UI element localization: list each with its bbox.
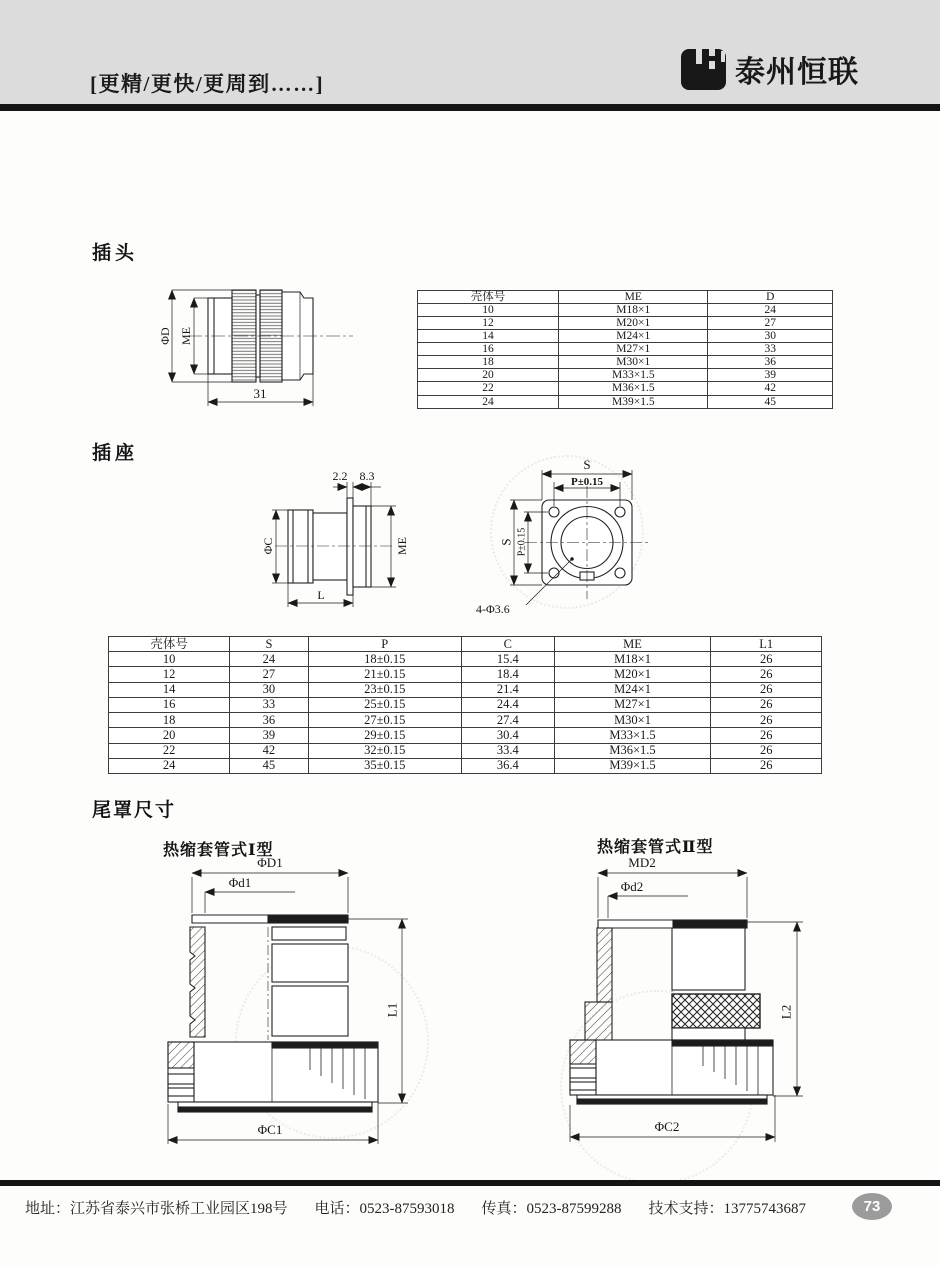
footer-divider <box>0 1180 940 1186</box>
company-logo <box>680 47 859 91</box>
table-cell: 26 <box>711 667 822 682</box>
table-cell: 14 <box>418 330 559 343</box>
dim-label-t2-dia-inner: Φd2 <box>620 879 644 894</box>
column-header: ME <box>554 637 711 652</box>
table-cell: 42 <box>230 743 308 758</box>
socket-front-drawing <box>462 446 712 628</box>
dim-label-plug-thread: ME <box>179 327 193 345</box>
table-cell: 25±0.15 <box>308 697 461 712</box>
socket-spec-table <box>108 636 822 774</box>
dim-label-t2-dia-base: ΦC2 <box>654 1119 680 1134</box>
table-cell: 26 <box>711 728 822 743</box>
table-row <box>109 697 822 712</box>
header-divider <box>0 104 940 111</box>
table-cell: 33 <box>708 343 833 356</box>
dim-label-t2-dia-outer: MD2 <box>628 855 656 870</box>
table-cell: 18±0.15 <box>308 652 461 667</box>
column-header: P <box>308 637 461 652</box>
table-row <box>418 395 833 408</box>
table-cell: M24×1 <box>554 682 711 697</box>
table-header-row <box>418 291 833 304</box>
table-cell: 30.4 <box>461 728 554 743</box>
table-cell: M18×1 <box>554 652 711 667</box>
page-header <box>0 0 940 104</box>
table-cell: 36 <box>230 713 308 728</box>
table-cell: 26 <box>711 652 822 667</box>
table-row <box>109 743 822 758</box>
table-row <box>418 343 833 356</box>
table-cell: 18 <box>109 713 230 728</box>
plug-spec-table <box>417 290 833 409</box>
table-cell: 16 <box>109 697 230 712</box>
table-cell: 30 <box>708 330 833 343</box>
footer-support: 技术支持：13775743687 <box>648 1201 807 1217</box>
table-cell: M30×1 <box>559 356 708 369</box>
column-header: ME <box>559 291 708 304</box>
table-cell: 39 <box>230 728 308 743</box>
table-cell: M27×1 <box>554 697 711 712</box>
brand-name: 泰州恒联 <box>735 56 859 89</box>
section-title-tail: 尾罩尺寸 <box>92 800 177 821</box>
table-cell: 24 <box>109 758 230 773</box>
table-cell: 39 <box>708 369 833 382</box>
table-cell: M36×1.5 <box>554 743 711 758</box>
dim-label-flange-p-top: P±0.15 <box>570 476 604 488</box>
company-slogan: [更精/更快/更周到……] <box>90 72 325 96</box>
table-cell: 27 <box>708 317 833 330</box>
tail-type1-drawing <box>150 852 450 1152</box>
table-cell: 29±0.15 <box>308 728 461 743</box>
table-cell: 26 <box>711 682 822 697</box>
table-cell: 32±0.15 <box>308 743 461 758</box>
table-row <box>109 682 822 697</box>
table-cell: 10 <box>109 652 230 667</box>
table-cell: M30×1 <box>554 713 711 728</box>
table-cell: 15.4 <box>461 652 554 667</box>
footer-address: 地址：江苏省泰兴市张桥工业园区198号 <box>25 1201 288 1217</box>
table-row <box>418 369 833 382</box>
dim-label-flange-s-top: S <box>583 457 591 472</box>
table-cell: M36×1.5 <box>559 382 708 395</box>
table-cell: 24 <box>708 304 833 317</box>
table-cell: 21±0.15 <box>308 667 461 682</box>
table-cell: M33×1.5 <box>559 369 708 382</box>
dim-label-socket-flange: 2.2 <box>332 469 348 483</box>
dim-label-flange-p-left: P±0.15 <box>516 527 528 557</box>
table-header-row <box>109 637 822 652</box>
column-header: 壳体号 <box>109 637 230 652</box>
table-row <box>109 728 822 743</box>
table-cell: 24.4 <box>461 697 554 712</box>
dim-label-t1-dia-base: ΦC1 <box>257 1122 283 1137</box>
table-cell: 12 <box>109 667 230 682</box>
table-cell: 26 <box>711 758 822 773</box>
table-cell: M18×1 <box>559 304 708 317</box>
column-header: 壳体号 <box>418 291 559 304</box>
page-number-badge: 73 <box>852 1193 892 1220</box>
table-cell: 20 <box>109 728 230 743</box>
table-cell: 16 <box>418 343 559 356</box>
tail-type1-label: 热缩套管式Ⅰ型 <box>163 842 274 859</box>
table-cell: 24 <box>230 652 308 667</box>
tail-type2-outline <box>570 920 773 1104</box>
table-cell: 12 <box>418 317 559 330</box>
table-row <box>109 713 822 728</box>
table-cell: 24 <box>418 395 559 408</box>
dim-label-plug-dia: ΦD <box>158 327 172 345</box>
dim-label-t1-dia-inner: Φd1 <box>228 875 252 890</box>
tail-type1-outline <box>168 915 378 1112</box>
dim-label-plug-length: 31 <box>253 386 267 401</box>
table-cell: 22 <box>418 382 559 395</box>
table-cell: 27.4 <box>461 713 554 728</box>
table-row <box>109 667 822 682</box>
table-row <box>418 382 833 395</box>
dim-label-flange-s-left: S <box>498 538 514 546</box>
table-cell: 22 <box>109 743 230 758</box>
lh-logo-icon <box>680 48 727 91</box>
footer-phone: 电话：0523-87593018 <box>314 1201 455 1217</box>
plug-outline <box>188 290 353 382</box>
table-cell: 36 <box>708 356 833 369</box>
tail-type2-drawing <box>545 852 845 1152</box>
table-cell: 21.4 <box>461 682 554 697</box>
table-cell: M24×1 <box>559 330 708 343</box>
table-cell: 26 <box>711 697 822 712</box>
socket-front-outline <box>525 486 649 599</box>
table-cell: 10 <box>418 304 559 317</box>
table-cell: 33.4 <box>461 743 554 758</box>
table-cell: 35±0.15 <box>308 758 461 773</box>
table-cell: M33×1.5 <box>554 728 711 743</box>
dim-label-socket-length: L <box>317 588 325 602</box>
table-cell: 36.4 <box>461 758 554 773</box>
footer <box>25 1197 806 1218</box>
column-header: L1 <box>711 637 822 652</box>
column-header: C <box>461 637 554 652</box>
table-cell: 27±0.15 <box>308 713 461 728</box>
column-header: S <box>230 637 308 652</box>
table-cell: 18.4 <box>461 667 554 682</box>
table-cell: 27 <box>230 667 308 682</box>
tail-type2-label: 热缩套管式Ⅱ型 <box>597 839 714 856</box>
section-title-socket: 插座 <box>92 443 139 464</box>
table-cell: 20 <box>418 369 559 382</box>
table-cell: 33 <box>230 697 308 712</box>
table-cell: 26 <box>711 713 822 728</box>
table-cell: 23±0.15 <box>308 682 461 697</box>
table-cell: 42 <box>708 382 833 395</box>
column-header: D <box>708 291 833 304</box>
dim-label-socket-thread: ME <box>395 537 409 555</box>
table-cell: M20×1 <box>559 317 708 330</box>
dim-label-t1-length: L1 <box>384 1002 400 1018</box>
socket-side-drawing <box>245 460 415 612</box>
table-cell: 45 <box>230 758 308 773</box>
dim-label-socket-dia: ΦC <box>261 537 275 555</box>
table-row <box>109 758 822 773</box>
table-cell: 14 <box>109 682 230 697</box>
dim-label-t2-length: L2 <box>778 1004 794 1020</box>
dim-label-flange-holes: 4-Φ3.6 <box>476 602 510 616</box>
table-row <box>109 652 822 667</box>
socket-side-outline <box>275 498 395 595</box>
table-row <box>418 317 833 330</box>
plug-drawing <box>158 276 410 416</box>
dim-label-socket-front: 8.3 <box>359 469 375 483</box>
table-cell: 45 <box>708 395 833 408</box>
table-cell: M39×1.5 <box>554 758 711 773</box>
table-row <box>418 356 833 369</box>
table-cell: 18 <box>418 356 559 369</box>
table-cell: 26 <box>711 743 822 758</box>
table-cell: M27×1 <box>559 343 708 356</box>
table-cell: M39×1.5 <box>559 395 708 408</box>
table-cell: M20×1 <box>554 667 711 682</box>
table-row <box>418 304 833 317</box>
table-row <box>418 330 833 343</box>
footer-fax: 传真：0523-87599288 <box>481 1201 622 1217</box>
dim-label-t1-dia-outer: ΦD1 <box>257 855 283 870</box>
table-cell: 30 <box>230 682 308 697</box>
section-title-plug: 插头 <box>92 243 139 264</box>
